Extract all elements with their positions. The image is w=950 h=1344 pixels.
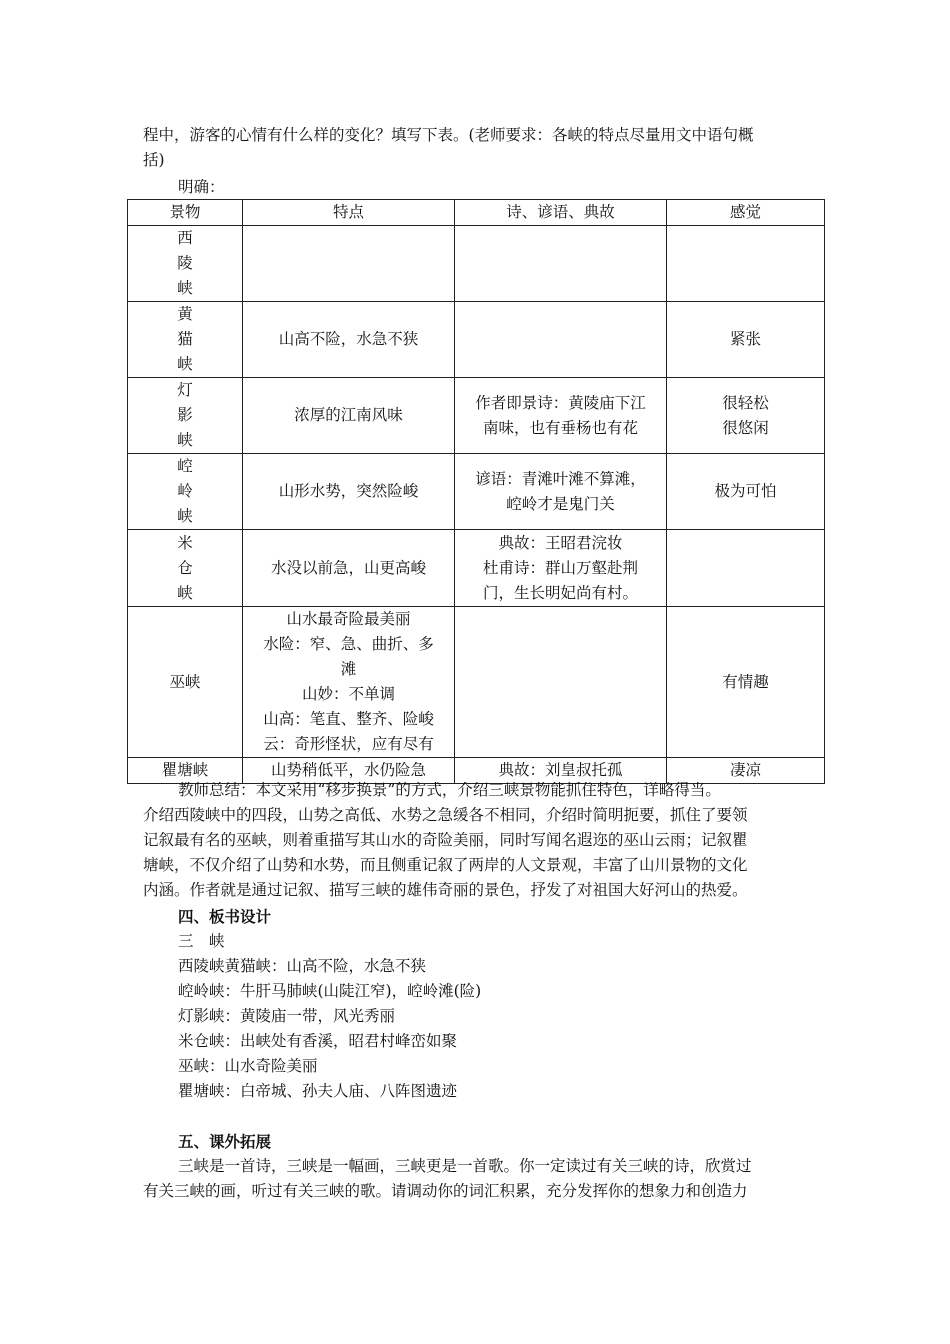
feature-cell: 山高不险，水急不狭 <box>243 302 455 378</box>
header-cell: 景物 <box>128 200 243 226</box>
header-cell: 特点 <box>243 200 455 226</box>
intro-line-2: 括) <box>143 151 165 169</box>
header-cell: 感觉 <box>667 200 825 226</box>
section4-title: 三 峡 <box>178 932 225 950</box>
feeling-cell: 极为可怕 <box>667 454 825 530</box>
section4-line: 巫峡：山水奇险美丽 <box>178 1057 318 1075</box>
table-header-row <box>128 200 825 226</box>
section4-line: 瞿塘峡：白帝城、孙夫人庙、八阵图遗迹 <box>178 1082 458 1100</box>
section5-line: 三峡是一首诗，三峡是一幅画，三峡更是一首歌。你一定读过有关三峡的诗，欣赏过 <box>178 1157 752 1175</box>
feature-cell: 山水最奇险最美丽 水险：窄、急、曲折、多 滩 山妙：不单调 山高：笔直、整齐、险峻 云：奇形怪状，应有尽有 <box>243 607 455 758</box>
section4-line: 米仓峡：出峡处有香溪，昭君村峰峦如聚 <box>178 1032 458 1050</box>
poem-cell <box>455 302 667 378</box>
feeling-cell <box>667 226 825 302</box>
feeling-cell: 紧张 <box>667 302 825 378</box>
answer-label: 明确： <box>178 178 225 196</box>
summary-line: 教师总结：本文采用“移步换景”的方式，介绍三峡景物能抓住特色，详略得当。 <box>178 781 721 799</box>
table-row <box>128 530 825 607</box>
poem-cell: 谚语：青滩叶滩不算滩， 崆岭才是鬼门关 <box>455 454 667 530</box>
section4-heading: 四、板书设计 <box>178 907 272 926</box>
poem-cell: 典故：刘皇叔托孤 <box>455 758 667 784</box>
summary-line: 内涵。作者就是通过记叙、描写三峡的雄伟奇丽的景色，抒发了对祖国大好河山的热爱。 <box>143 881 748 899</box>
table-row <box>128 607 825 758</box>
scene-cell: 黄 猫 峡 <box>128 302 243 378</box>
poem-cell <box>455 607 667 758</box>
table-row <box>128 226 825 302</box>
table-row <box>128 302 825 378</box>
section4-line: 西陵峡黄猫峡：山高不险，水急不狭 <box>178 957 427 975</box>
feeling-cell <box>667 530 825 607</box>
table-row <box>128 454 825 530</box>
scene-cell: 瞿塘峡 <box>128 758 243 784</box>
summary-line: 塘峡，不仅介绍了山势和水势，而且侧重记叙了两岸的人文景观，丰富了山川景物的文化 <box>143 856 748 874</box>
feature-cell: 山形水势，突然险峻 <box>243 454 455 530</box>
scene-cell: 米 仓 峡 <box>128 530 243 607</box>
feature-cell <box>243 226 455 302</box>
table-row <box>128 378 825 454</box>
feature-cell: 水没以前急，山更高峻 <box>243 530 455 607</box>
intro-line-1: 程中，游客的心情有什么样的变化？填写下表。(老师要求：各峡的特点尽量用文中语句概 <box>143 126 754 144</box>
feeling-cell: 凄凉 <box>667 758 825 784</box>
feeling-cell: 有情趣 <box>667 607 825 758</box>
section5-line: 有关三峡的画，听过有关三峡的歌。请调动你的词汇积累，充分发挥你的想象力和创造力 <box>143 1182 748 1200</box>
feature-cell: 浓厚的江南风味 <box>243 378 455 454</box>
summary-line: 记叙最有名的巫峡，则着重描写其山水的奇险美丽，同时写闻名遐迩的巫山云雨；记叙瞿 <box>143 831 748 849</box>
scene-cell: 巫峡 <box>128 607 243 758</box>
poem-cell: 作者即景诗：黄陵庙下江 南味，也有垂杨也有花 <box>455 378 667 454</box>
section4-line: 崆岭峡：牛肝马肺峡(山陡江窄)，崆岭滩(险) <box>178 982 482 1000</box>
poem-cell: 典故：王昭君浣妆 杜甫诗：群山万壑赴荆 门，生长明妃尚有村。 <box>455 530 667 607</box>
section4-line: 灯影峡：黄陵庙一带，风光秀丽 <box>178 1007 396 1025</box>
feeling-cell: 很轻松 很悠闲 <box>667 378 825 454</box>
scene-cell: 灯 影 峡 <box>128 378 243 454</box>
scene-cell: 崆 岭 峡 <box>128 454 243 530</box>
feature-cell: 山势稍低平，水仍险急 <box>243 758 455 784</box>
gorges-table <box>127 199 825 784</box>
summary-line: 介绍西陵峡中的四段，山势之高低、水势之急缓各不相同，介绍时简明扼要，抓住了要领 <box>143 806 748 824</box>
header-cell: 诗、谚语、典故 <box>455 200 667 226</box>
poem-cell <box>455 226 667 302</box>
section5-heading: 五、课外拓展 <box>178 1132 272 1151</box>
scene-cell: 西 陵 峡 <box>128 226 243 302</box>
